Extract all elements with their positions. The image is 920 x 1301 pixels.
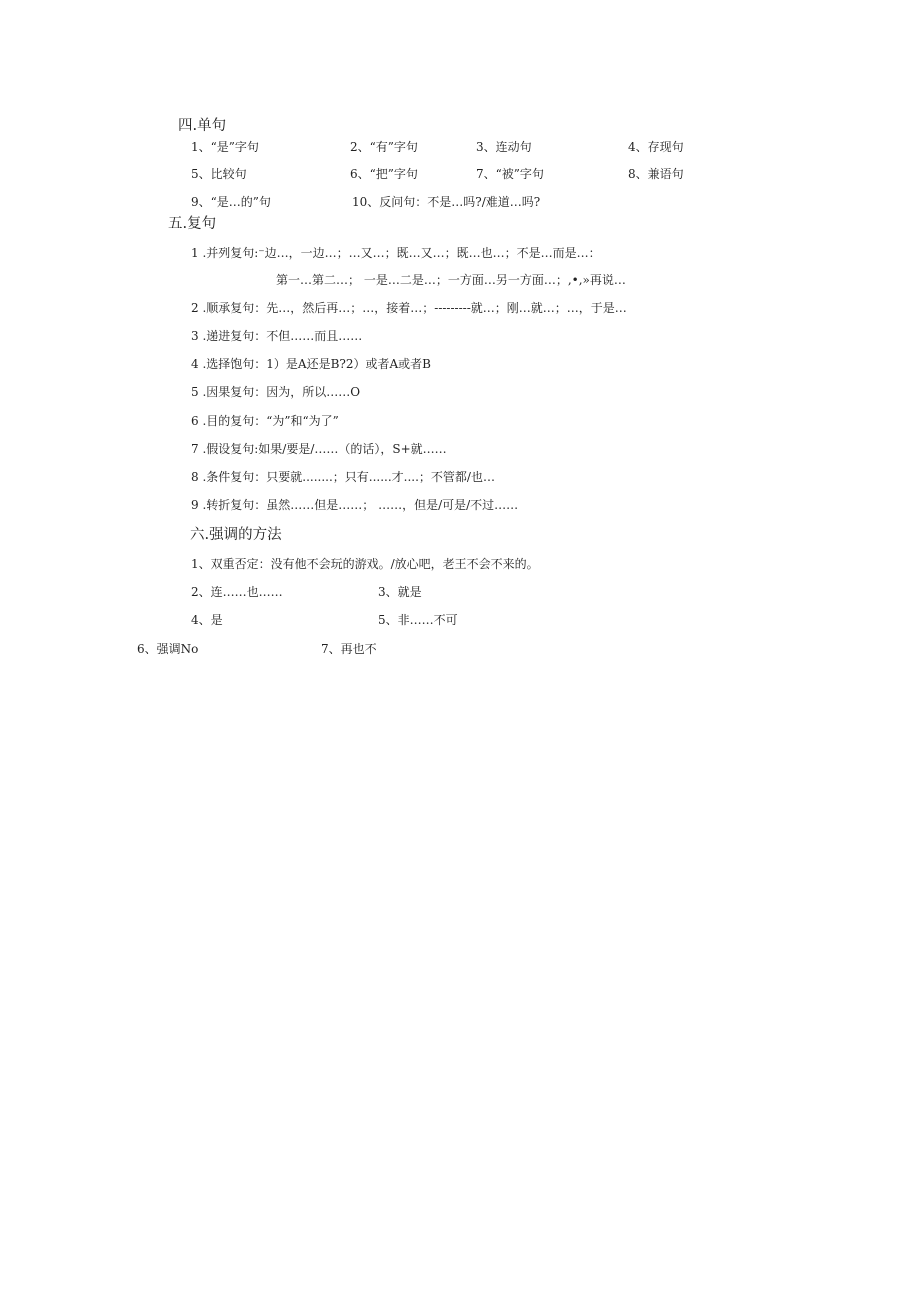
list-item: 7 .假设复句:如果/要是/……（的话），S+就…… bbox=[191, 442, 447, 456]
list-item: 4、存现句 bbox=[628, 140, 684, 154]
list-item: 10、反问句：不是…吗?/难道…吗? bbox=[352, 195, 541, 209]
section-heading-complex-sentence: 五.复句 bbox=[168, 216, 217, 232]
list-item: 7、再也不 bbox=[321, 642, 377, 656]
list-item: 1、双重否定：没有他不会玩的游戏。/放心吧，老王不会不来的。 bbox=[191, 557, 539, 571]
section-heading-single-sentence: 四.单句 bbox=[178, 118, 227, 134]
list-item: 5 .因果复句：因为，所以……O bbox=[191, 385, 361, 399]
list-item: 8 .条件复句：只要就........；只有......才....；不管都/也… bbox=[191, 470, 495, 484]
list-item: 1、“是”字句 bbox=[191, 140, 259, 154]
list-item: 7、“被”字句 bbox=[476, 167, 544, 181]
list-item: 4、是 bbox=[191, 613, 223, 627]
list-item: 3 .递进复句：不但……而且…… bbox=[191, 329, 363, 343]
list-item: 8、兼语句 bbox=[628, 167, 684, 181]
list-item: 9、“是…的”句 bbox=[191, 195, 271, 209]
list-item: 1 .并列复句:⁻边…，一边…；…又…；既…又…；既…也…；不是…而是…： bbox=[191, 246, 601, 260]
list-item: 5、比较句 bbox=[191, 167, 247, 181]
list-item: 3、就是 bbox=[378, 585, 422, 599]
list-item: 4 .选择饱句：1）是A还是B?2）或者A或者B bbox=[191, 357, 431, 371]
list-item: 6、“把”字句 bbox=[350, 167, 418, 181]
list-item: 第一…第二…； 一是…二是…；一方面…另一方面…；,•,»再说… bbox=[276, 273, 626, 287]
list-item: 6 .目的复句：“为”和“为了” bbox=[191, 414, 339, 428]
list-item: 6、强调No bbox=[137, 642, 199, 656]
list-item: 9 .转折复句：虽然……但是……； ……，但是/可是/不过…… bbox=[191, 498, 519, 512]
list-item: 2、“有”字句 bbox=[350, 140, 418, 154]
list-item: 5、非……不可 bbox=[378, 613, 458, 627]
list-item: 2 .顺承复句：先…，然后再…；…，接着…；---------就…；刚…就…；…，于是… bbox=[191, 301, 627, 315]
list-item: 3、连动句 bbox=[476, 140, 532, 154]
list-item: 2、连……也…… bbox=[191, 585, 283, 599]
section-heading-emphasis-methods: 六.强调的方法 bbox=[190, 527, 282, 543]
